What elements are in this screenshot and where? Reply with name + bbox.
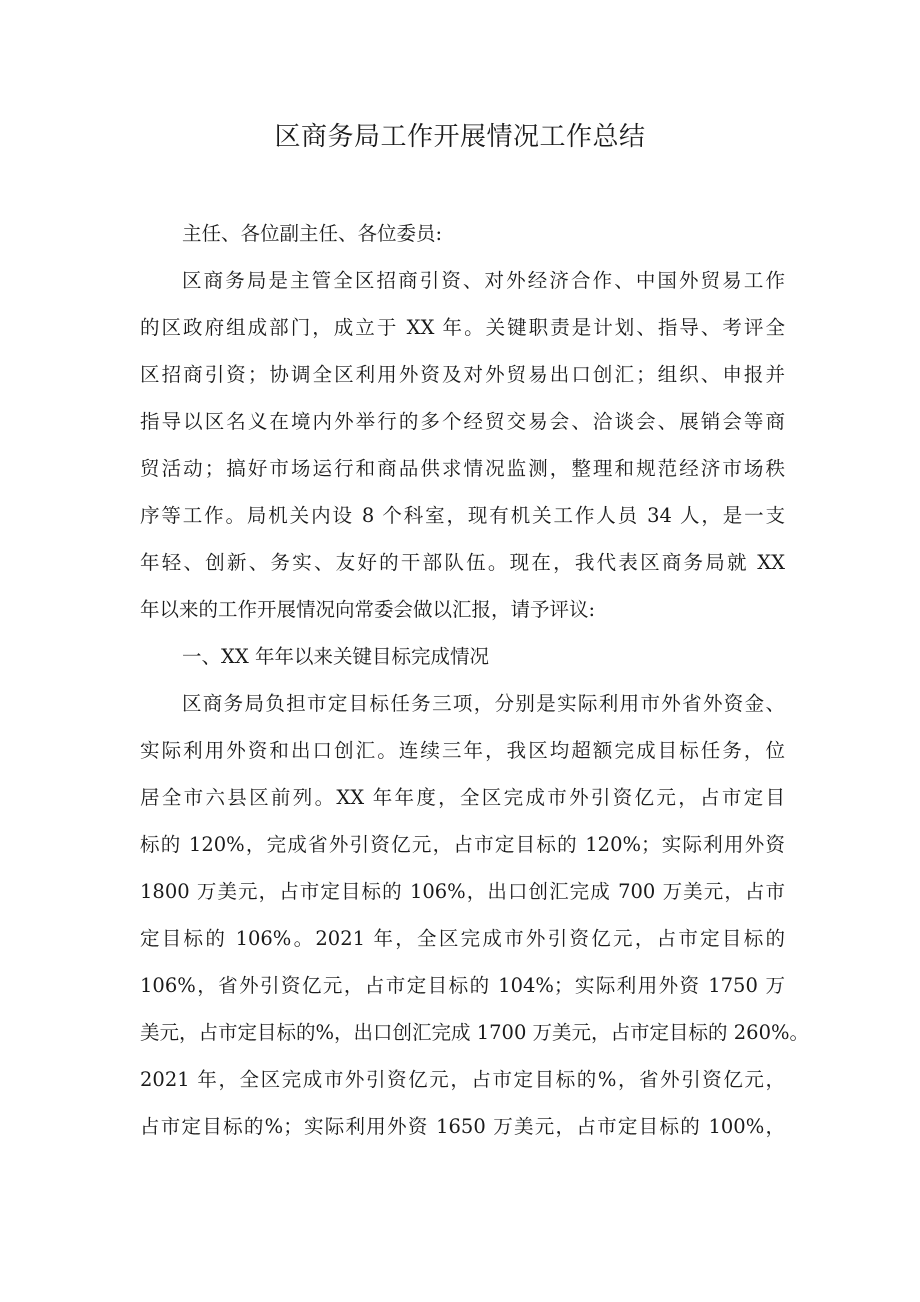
- text-line: 2021 年，全区完成市外引资亿元，占市定目标的%，省外引资亿元，: [140, 1068, 785, 1091]
- text-line: 一、XX 年年以来关键目标完成情况: [182, 645, 489, 668]
- text-line: 占市定目标的%；实际利用外资 1650 万美元，占市定目标的 100%，: [140, 1115, 785, 1138]
- text-line: 区商务局是主管全区招商引资、对外经济合作、中国外贸易工作: [182, 269, 785, 292]
- page-title: 区商务局工作开展情况工作总结: [274, 122, 646, 152]
- text-line: 定目标的 106%。2021 年，全区完成市外引资亿元，占市定目标的: [140, 927, 785, 950]
- text-line: 的区政府组成部门，成立于 XX 年。关键职责是计划、指导、考评全: [140, 316, 785, 339]
- text-line: 主任、各位副主任、各位委员:: [182, 222, 443, 245]
- text-line: 居全市六县区前列。XX 年年度，全区完成市外引资亿元，占市定目: [140, 786, 785, 809]
- text-line: 贸活动；搞好市场运行和商品供求情况监测，整理和规范经济市场秩: [140, 457, 785, 480]
- text-line: 指导以区名义在境内外举行的多个经贸交易会、洽谈会、展销会等商: [140, 410, 785, 433]
- text-line: 区商务局负担市定目标任务三项，分别是实际利用市外省外资金、: [182, 692, 785, 715]
- text-line: 1800 万美元，占市定目标的 106%，出口创汇完成 700 万美元，占市: [140, 880, 785, 903]
- text-line: 区招商引资；协调全区利用外资及对外贸易出口创汇；组织、申报并: [140, 363, 785, 386]
- document-body: [140, 210, 809, 1150]
- text-line: 实际利用外资和出口创汇。连续三年，我区均超额完成目标任务，位: [140, 739, 785, 762]
- text-line: 标的 120%，完成省外引资亿元，占市定目标的 120%；实际利用外资: [140, 833, 785, 856]
- text-line: 序等工作。局机关内设 8 个科室，现有机关工作人员 34 人，是一支: [140, 504, 785, 527]
- text-line: 年以来的工作开展情况向常委会做以汇报，请予评议:: [140, 598, 596, 621]
- text-line: 106%，省外引资亿元，占市定目标的 104%；实际利用外资 1750 万: [140, 974, 785, 997]
- text-line: 年轻、创新、务实、友好的干部队伍。现在，我代表区商务局就 XX: [140, 551, 785, 574]
- text-line: 美元，占市定目标的%，出口创汇完成 1700 万美元，占市定目标的 260%。: [140, 1021, 809, 1044]
